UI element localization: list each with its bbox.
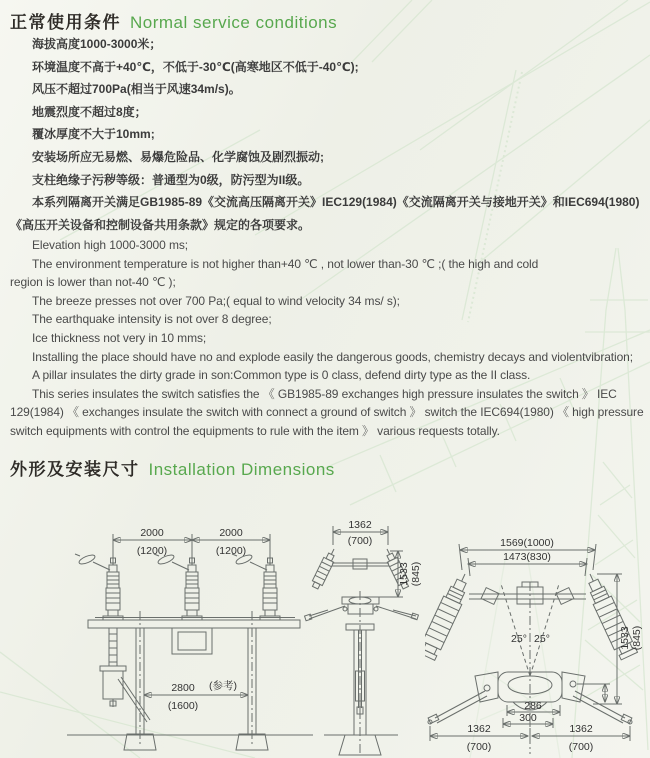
dim-width-alt: (700) (347, 535, 373, 547)
en-condition-line: The environment temperature is not higher than+40 ℃ , not lower than-30 ℃ ;( the high and cold (32, 256, 539, 271)
section-normal-service-conditions-heading (10, 8, 337, 33)
dim-height-alt: (845) (410, 561, 422, 587)
zh-condition-line: 安装场所应无易燃、易爆危险品、化学腐蚀及剧烈振动; (32, 149, 324, 164)
dim-span-left: 2000 (140, 527, 164, 539)
en-condition-line: 129(1984) 《 exchanges insulate the switch with connect a ground of switch 》 switch the IEC694(1980) 《 high pressure (10, 405, 644, 420)
pole-unit (75, 553, 123, 620)
operating-mechanism (100, 628, 150, 722)
en-condition-line: Installing the place should have no and explode easily the dangerous goods, chemistry decays and violentvibration; (32, 349, 633, 364)
angle-left-label: 25° (511, 633, 527, 645)
v-insulator-left (425, 570, 474, 661)
en-condition-line: region is lower than not-40 ℃ ); (10, 275, 176, 290)
dim-span-left-alt: (1200) (136, 545, 168, 557)
dim-base: 2800 (171, 682, 195, 694)
zh-condition-line: 本系列隔离开关满足GB1985-89《交流高压隔离开关》IEC129(1984)《交流隔离开关与接地开关》和IEC694(1980) (32, 195, 640, 210)
dim-outer: 1569(1000) (500, 537, 554, 549)
en-condition-line: Ice thickness not very in 10 mms; (32, 330, 207, 345)
heading-en: Normal service conditions (130, 13, 338, 32)
heading-zh: 正常使用条件 (10, 13, 121, 32)
dim-height-alt: (845) (631, 625, 643, 651)
zh-condition-line: 风压不超过700Pa(相当于风速34m/s)。 (32, 82, 241, 97)
dim-height: 1533 (619, 626, 631, 650)
en-condition-line: switch equipments with control the equipments to rule with the item 》 various requests totally. (10, 423, 500, 438)
dim-286: 286 (524, 700, 542, 712)
angle-right-label: 25° (534, 633, 550, 645)
en-condition-line: The breeze presses not over 700 Pa;( equal to wind velocity 34 ms/ s); (32, 293, 400, 308)
pole-unit (232, 553, 280, 620)
en-condition-line: Elevation high 1000-3000 ms; (32, 238, 188, 252)
dim-height: 1533 (398, 562, 410, 586)
dim-bottom-left-alt: (700) (466, 741, 492, 753)
side-view-drawing (298, 503, 443, 758)
dim-bottom-right-alt: (700) (568, 741, 594, 753)
mounting-beam (88, 620, 300, 628)
v-insulator-left (310, 547, 339, 590)
front-view-drawing (55, 513, 325, 756)
en-condition-line: This series insulates the switch satisfies the 《 GB1985-89 exchanges high pressure insulates the switch 》 IEC (32, 386, 617, 401)
zh-condition-line: 《高压开关设备和控制设备共用条款》规定的各项要求。 (10, 217, 311, 232)
zh-condition-line: 覆冰厚度不大于10mm; (32, 127, 155, 142)
dim-span-right-alt: (1200) (215, 545, 247, 557)
zh-condition-line: 海拔高度1000-3000米； (32, 37, 162, 51)
en-condition-line: A pillar insulates the dirty grade in son:Common type is 0 class, defend dirty type as the II class. (32, 368, 531, 383)
dim-300: 300 (519, 712, 537, 724)
pole-unit (154, 553, 202, 620)
zh-condition-line: 环境温度不高于+40℃，不低于-30℃(高寒地区不低于-40℃); (32, 59, 359, 74)
dim-bottom-left: 1362 (467, 723, 491, 735)
dim-base-alt: (1600) (167, 700, 199, 712)
conditions-en-list (10, 236, 646, 441)
blade-coupling (353, 559, 367, 569)
conditions-zh-list (10, 33, 646, 236)
pole-detail-drawing (425, 526, 650, 758)
dim-bottom-right: 1362 (569, 723, 593, 735)
dim-width: 1362 (348, 519, 372, 531)
heading-zh: 外形及安装尺寸 (10, 460, 140, 479)
dim-span-right: 2000 (219, 527, 243, 539)
dim-inner: 1473(830) (503, 551, 551, 563)
zh-condition-line: 支柱绝缘子污秽等级：普通型为0级，防污型为II级。 (32, 172, 310, 187)
zh-condition-line: 地震烈度不超过8度； (32, 104, 147, 119)
dim-base-note: (参考) (209, 680, 237, 692)
heading-en: Installation Dimensions (148, 460, 335, 479)
en-condition-line: The earthquake intensity is not over 8 degree; (32, 312, 272, 327)
section-installation-dimensions-heading (10, 455, 335, 480)
